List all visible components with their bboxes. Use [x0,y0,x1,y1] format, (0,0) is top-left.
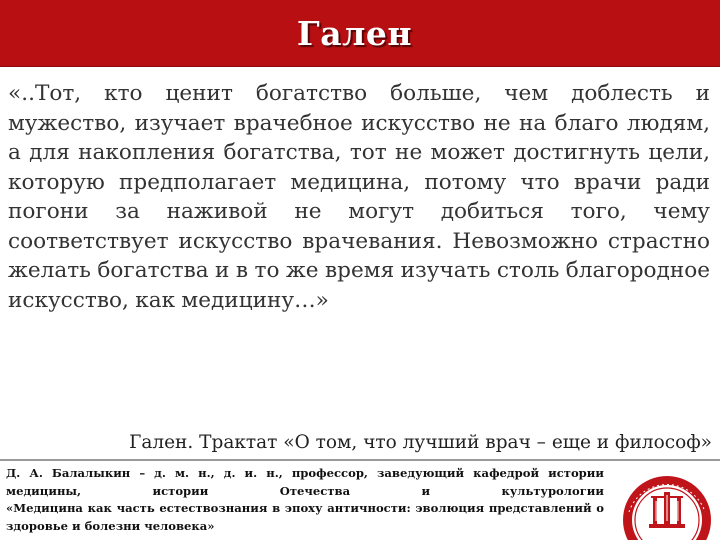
quote-text: «..Тот, кто ценит богатство больше, чем доблесть и мужество, изучает врачебное искусство не на благо людям, а для накопления богатства, тот не может достигнуть цели, которую предполагает медицина, потому что врачи ради погони за наживой не могут добиться того, чему соответствует искусство врачевания. Невозможно страстно желать богатства и в то же время изучать столь благородное искусство, как медицину…» [8,81,710,313]
footer-author: Д. А. Балалыкин – д. м. н., д. и. н., профессор, заведующий кафедрой истории медицины, истории Отечества и культурологии [6,466,604,498]
footer-work-title: «Медицина как часть естествознания в эпоху античности: эволюция представлений о здоровье и болезни человека» [6,501,604,533]
title-bar [0,0,720,66]
university-emblem-icon [615,468,715,540]
footer-credits [6,465,604,535]
footer-divider [0,459,720,461]
slide-title: Гален [296,13,412,53]
quote-source: Гален. Трактат «О том, что лучший врач – еще и философ» [129,432,712,453]
